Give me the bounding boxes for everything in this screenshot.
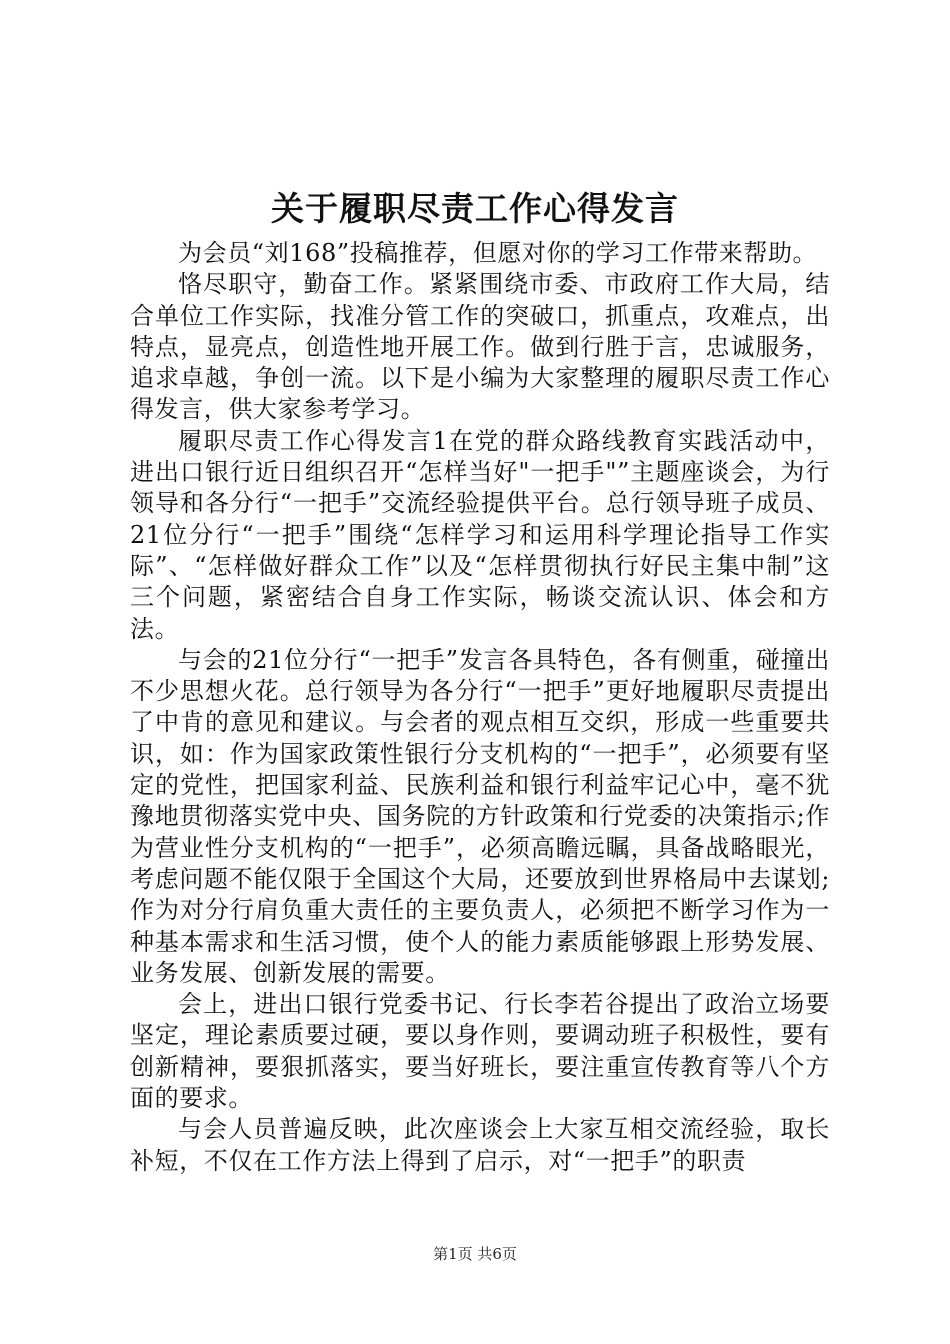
paragraph: 与会的21位分行“一把手”发言各具特色，各有侧重，碰撞出不少思想火花。总行领导为各分行“一把手”更好地履职尽责提出了中肯的意见和建议。与会者的观点相互交织，形成一些重要共识，如：作为国家政策性银行分支机构的“一把手”，必须要有坚定的党性，把国家利益、民族利益和银行利益牢记心中，毫不犹豫地贯彻落实党中央、国务院的方针政策和行党委的决策指示;作为营业性分支机构的“一把手”，必须高瞻远瞩，具备战略眼光，考虑问题不能仅限于全国这个大局，还要放到世界格局中去谋划;作为对分行肩负重大责任的主要负责人，必须把不断学习作为一种基本需求和生活习惯，使个人的能力素质能够跟上形势发展、业务发展、创新发展的需要。: [130, 645, 830, 987]
paragraph: 恪尽职守，勤奋工作。紧紧围绕市委、市政府工作大局，结合单位工作实际，找准分管工作的突破口，抓重点，攻难点，出特点，显亮点，创造性地开展工作。做到行胜于言，忠诚服务，追求卓越，争创一流。以下是小编为大家整理的履职尽责工作心得发言，供大家参考学习。: [130, 270, 830, 424]
paragraph: 履职尽责工作心得发言1在党的群众路线教育实践活动中，进出口银行近日组织召开“怎样当好"一把手"”主题座谈会，为行领导和各分行“一把手”交流经验提供平台。总行领导班子成员、21位分行“一把手”围绕“怎样学习和运用科学理论指导工作实际”、“怎样做好群众工作”以及“怎样贯彻执行好民主集中制”这三个问题，紧密结合自身工作实际，畅谈交流认识、体会和方法。: [130, 426, 830, 643]
document-title: 关于履职尽责工作心得发言: [271, 189, 679, 228]
paragraph: 与会人员普遍反映，此次座谈会上大家互相交流经验，取长补短，不仅在工作方法上得到了启示，对“一把手”的职责: [130, 1115, 830, 1175]
paragraph: 会上，进出口银行党委书记、行长李若谷提出了政治立场要坚定，理论素质要过硬，要以身作则，要调动班子积极性，要有创新精神，要狠抓落实，要当好班长，要注重宣传教育等八个方面的要求。: [130, 990, 830, 1113]
document-body: [130, 238, 830, 1177]
paragraph: 为会员“刘168”投稿推荐，但愿对你的学习工作带来帮助。: [178, 239, 818, 267]
page-footer: 第1页 共6页: [433, 1245, 517, 1263]
